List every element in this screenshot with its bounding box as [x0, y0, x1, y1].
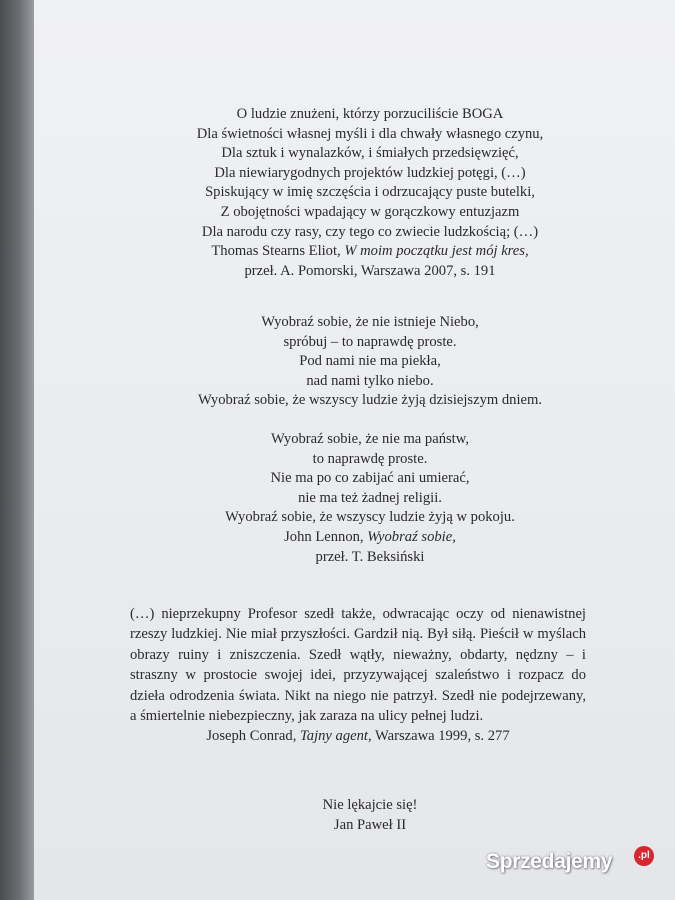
- epigraph-lennon-stanza-1: [160, 313, 580, 411]
- citation: , Warszawa 1999, s. 277: [367, 728, 510, 745]
- citation: przeł. A. Pomorski, Warszawa 2007, s. 191: [244, 262, 496, 279]
- verse-line: nie ma też żadnej religii.: [298, 489, 442, 506]
- epigraph-lennon-stanza-2: [160, 430, 580, 567]
- verse-line: Dla świetności własnej myśli i dla chwały własnego czynu,: [196, 125, 544, 142]
- work-title: Tajny agent: [300, 728, 368, 745]
- quote-text: Nie lękajcie się!: [322, 797, 418, 813]
- verse-line: Wyobraź sobie, że wszyscy ludzie żyją w pokoju.: [225, 509, 515, 526]
- watermark-logo: Sprzedajemy: [486, 850, 613, 873]
- verse-line: to naprawdę proste.: [312, 450, 428, 467]
- attribution: [130, 726, 586, 746]
- work-title: W moim początku jest mój kres,: [344, 243, 529, 260]
- verse-line: Nie ma po co zabijać ani umierać,: [270, 470, 470, 487]
- epigraph-eliot: [160, 105, 580, 281]
- attribution: [160, 528, 580, 548]
- verse-line: spróbuj – to naprawdę proste.: [283, 333, 457, 350]
- book-spine-shadow: [0, 0, 34, 900]
- author: Joseph Conrad,: [206, 728, 300, 745]
- verse-line: Wyobraź sobie, że wszyscy ludzie żyją dzisiejszym dniem.: [198, 392, 542, 409]
- author: Thomas Stearns Eliot,: [211, 243, 345, 260]
- verse-line: Wyobraź sobie, że nie istnieje Niebo,: [261, 314, 479, 330]
- verse-line: Pod nami nie ma piekła,: [299, 353, 441, 370]
- verse-line: Dla niewiarygodnych projektów ludzkiej potęgi, (…): [214, 164, 526, 181]
- epigraph-conrad: [130, 604, 586, 747]
- verse-line: Z obojętności wpadający w gorączkowy entuzjazm: [220, 203, 520, 220]
- attribution: [160, 242, 580, 262]
- prose-text: (…) nieprzekupny Profesor szedł także, odwracając oczy od nienawistnej rzeszy ludzkiej. Nie miał przyszłości. Gardził nią. Był siłą. Pieścił w myślach obrazy ruiny i zniszczenia. Szedł wątły, nieważny, obdarty, nędzny – i straszny w prostocie swojej idei, przyzywającej szaleństwo i rozpacz do dzieła odrodzenia świata. Nikt na niego nie patrzył. Szedł nie podejrzewany, a śmiertelnie niebezpieczny, jak zaraza na ulicy pełnej ludzi.: [130, 606, 586, 725]
- verse-line: O ludzie znużeni, którzy porzuciliście BOGA: [236, 106, 504, 122]
- watermark-badge: .pl: [634, 846, 654, 866]
- work-title: Wyobraź sobie,: [367, 528, 456, 545]
- verse-line: Dla sztuk i wynalazków, i śmiałych przedsięwzięć,: [221, 145, 519, 162]
- verse-line: Spiskujący w imię szczęścia i odrzucający puste butelki,: [205, 184, 535, 201]
- verse-line: Wyobraź sobie, że nie ma państw,: [271, 431, 469, 447]
- verse-line: Dla narodu czy rasy, czy tego co zwiecie ludzkością; (…): [201, 223, 539, 240]
- author: John Lennon,: [284, 528, 368, 545]
- verse-line: nad nami tylko niebo.: [306, 372, 434, 389]
- epigraph-jan-pawel: [160, 796, 580, 835]
- citation: przeł. T. Beksiński: [315, 548, 425, 565]
- author: Jan Paweł II: [333, 816, 407, 833]
